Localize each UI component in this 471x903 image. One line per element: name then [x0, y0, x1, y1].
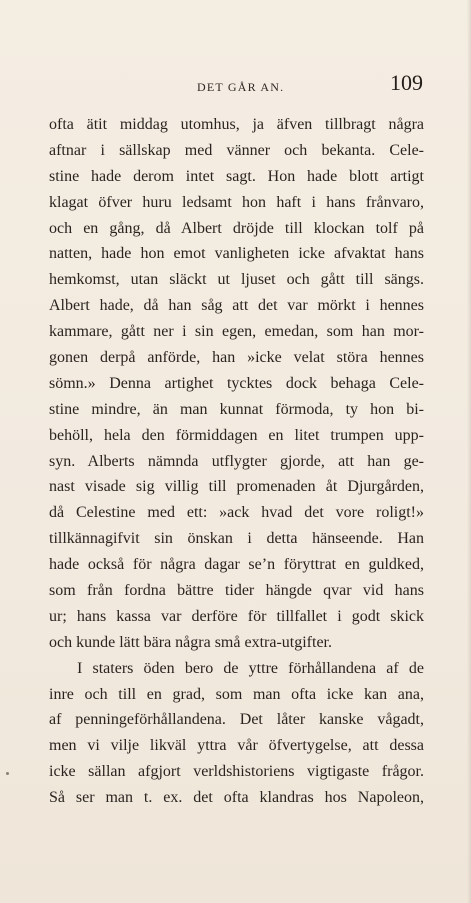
text-line: sömn.» Denna artighet tycktes dock behaga Cele-	[49, 374, 424, 392]
text-line: stine mindre, än man kunnat förmoda, ty hon bi-	[49, 400, 424, 418]
text-line: Albert hade, då han såg att det var mörkt i hennes	[49, 297, 424, 315]
text-line: tillkännagifvit sin önskan i detta hänseende. Han	[49, 530, 424, 548]
paper-speck	[6, 772, 9, 775]
body-text	[49, 112, 424, 811]
running-head	[0, 70, 471, 100]
text-line: klagat öfver huru ledsamt hon haft i hans frånvaro,	[49, 193, 424, 211]
text-line: icke sällan afgjort verldshistoriens vigtigaste frågor.	[49, 763, 424, 781]
text-line-paragraph-start: I staters öden bero de yttre förhållandena af de	[77, 659, 424, 677]
text-line: och en gång, då Albert dröjde till klockan tolf på	[49, 219, 424, 237]
text-line-paragraph-end: och kunde lätt bära några små extra-utgifter.	[49, 633, 332, 651]
text-line: hemkomst, utan släckt ut ljuset och gått till sängs.	[49, 271, 424, 289]
text-line: af penningeförhållandena. Det låter kanske vågadt,	[49, 711, 424, 729]
text-line: kammare, gått ner i sin egen, emedan, som han mor-	[49, 323, 424, 341]
text-line: natten, hade hon emot vanligheten icke afvaktat hans	[49, 245, 424, 263]
text-line: Så ser man t. ex. det ofta klandras hos Napoleon,	[49, 789, 424, 807]
text-line: som från fordna bättre tider hängde qvar vid hans	[49, 582, 424, 600]
text-line: hade också för några dagar se’n föryttrat en guldked,	[49, 556, 424, 574]
page-number: 109	[390, 70, 423, 95]
page-edge-shadow	[467, 0, 471, 903]
text-line: stine hade derom intet sagt. Hon hade blott artigt	[49, 167, 424, 185]
running-title: DET GÅR AN.	[197, 80, 285, 94]
text-line: inre och till en grad, som man ofta icke kan ana,	[49, 685, 424, 703]
text-line: syn. Alberts nämnda utflygter gjorde, att han ge-	[49, 452, 424, 470]
text-line: men vi vilje likväl yttra vår öfvertygelse, att dessa	[49, 737, 424, 755]
text-line: nast visade sig villig till promenaden åt Djurgården,	[49, 478, 424, 496]
text-line: aftnar i sällskap med vänner och bekanta. Cele-	[49, 141, 424, 159]
text-line: behöll, hela den förmiddagen en litet trumpen upp-	[49, 426, 424, 444]
text-line: ur; hans kassa var derföre för tillfallet i godt skick	[49, 607, 424, 625]
text-line: ofta ätit middag utomhus, ja äfven tillbragt några	[49, 116, 424, 133]
text-line: gonen derpå anförde, han »icke velat störa hennes	[49, 349, 424, 367]
text-line: då Celestine med ett: »ack hvad det vore roligt!»	[49, 504, 424, 522]
